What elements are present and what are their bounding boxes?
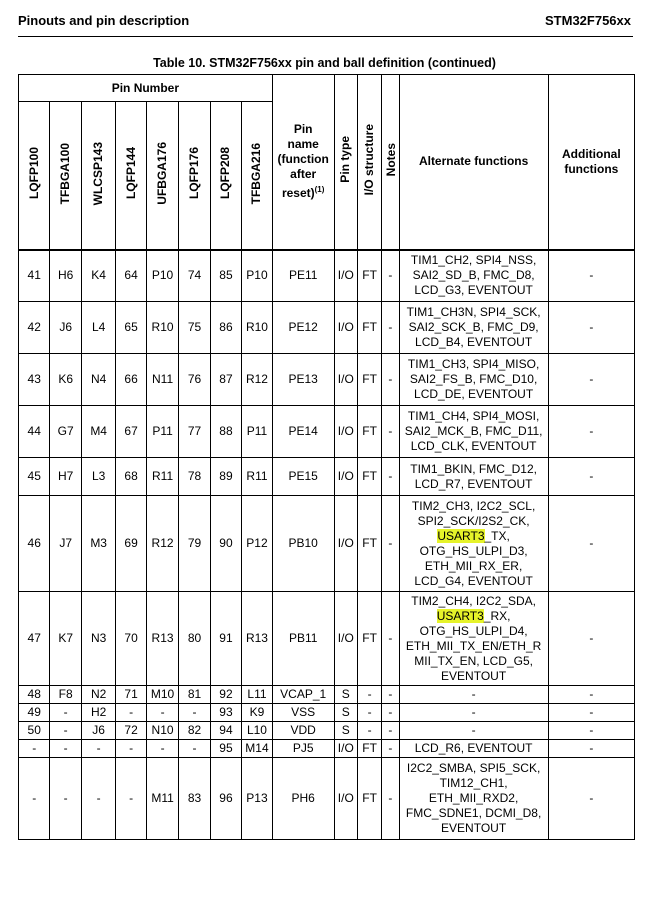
pin-type-cell: I/O [334,496,357,592]
pin-type-cell: I/O [334,740,357,758]
package-pin-cell: P11 [146,406,178,458]
table-row [19,704,635,722]
document-part-number: STM32F756xx [545,13,631,28]
package-pin-cell: 75 [179,302,210,354]
package-pin-cell: 78 [179,458,210,496]
notes-cell: - [382,354,399,406]
alternate-function-line: LCD_R7, EVENTOUT [414,476,533,491]
package-pin-cell: 44 [19,406,50,458]
io-structure-cell: FT [357,406,381,458]
pin-type-cell: S [334,704,357,722]
alternate-function-line: - [471,687,476,701]
pin-name-cell: PB11 [272,592,334,686]
package-pin-cell: H7 [50,458,81,496]
package-pin-cell: 95 [210,740,241,758]
package-pin-cell: K9 [242,704,273,722]
additional-functions-cell: - [548,740,634,758]
pin-type-cell: I/O [334,250,357,302]
package-pin-cell: 47 [19,592,50,686]
package-pin-cell: - [179,704,210,722]
alternate-function-line: LCD_G3, EVENTOUT [414,283,533,298]
package-pin-cell: J6 [50,302,81,354]
package-pin-cell: 69 [116,496,146,592]
pin-type-cell: I/O [334,302,357,354]
package-pin-cell: 43 [19,354,50,406]
notes-cell: - [382,406,399,458]
package-header-ufbga176: UFBGA176 [146,102,178,250]
alternate-function-line: TIM1_CH3, SPI4_MISO, [407,357,540,371]
package-pin-cell: 72 [116,722,146,740]
io-structure-cell: FT [357,354,381,406]
additional-functions-cell: - [548,354,634,406]
additional-functions-header: Additional functions [548,75,634,250]
alternate-function-line: TIM1_BKIN, FMC_D12, [410,461,537,476]
package-pin-cell: 64 [116,250,146,302]
alternate-functions-cell [399,758,548,840]
additional-functions-cell: - [548,302,634,354]
package-pin-cell: H6 [50,250,81,302]
package-pin-cell: P10 [146,250,178,302]
additional-functions-cell: - [548,406,634,458]
pin-name-cell: PE13 [272,354,334,406]
pin-type-cell: S [334,686,357,704]
pin-name-cell: PE12 [272,302,334,354]
pin-number-group-header: Pin Number [19,75,273,102]
package-pin-cell: - [50,740,81,758]
pin-type-header: Pin type [334,75,357,250]
alternate-function-line: SAI2_SD_B, FMC_D8, [412,268,535,283]
package-pin-cell: K4 [81,250,115,302]
package-pin-cell: L11 [242,686,273,704]
search-highlight: USART3 [437,528,485,543]
package-pin-cell: 49 [19,704,50,722]
pin-definition-table [18,74,635,840]
alternate-functions-cell [399,686,548,704]
package-pin-cell: 92 [210,686,241,704]
alternate-function-line: OTG_HS_ULPI_D4, [419,623,528,638]
alternate-function-line: SPI2_SCK/I2S2_CK, [417,513,530,528]
package-pin-cell: 82 [179,722,210,740]
notes-cell: - [382,686,399,704]
alternate-function-line: FMC_SDNE1, DCMI_D8, [405,806,542,820]
alternate-function-line: - [471,705,476,719]
pin-type-cell: I/O [334,758,357,840]
table-row [19,722,635,740]
notes-cell: - [382,722,399,740]
package-pin-cell: 45 [19,458,50,496]
package-header-wlcsp143: WLCSP143 [81,102,115,250]
package-pin-cell: R12 [242,354,273,406]
alternate-function-line: LCD_DE, EVENTOUT [414,387,534,401]
notes-cell: - [382,758,399,840]
alternate-functions-cell [399,592,548,686]
package-pin-cell: - [179,740,210,758]
io-structure-cell: FT [357,740,381,758]
package-header-lqfp144: LQFP144 [116,102,146,250]
table-row [19,592,635,686]
table-row [19,302,635,354]
package-pin-cell: H2 [81,704,115,722]
package-pin-cell: F8 [50,686,81,704]
package-pin-cell: R13 [146,592,178,686]
io-structure-cell: FT [357,250,381,302]
alternate-function-line: LCD_CLK, EVENTOUT [410,439,537,453]
package-header-tfbga100: TFBGA100 [50,102,81,250]
alternate-functions-cell [399,496,548,592]
alternate-function-line: I2C2_SMBA, SPI5_SCK, [406,761,541,775]
package-pin-cell: M11 [146,758,178,840]
io-structure-cell: FT [357,302,381,354]
package-pin-cell: 66 [116,354,146,406]
notes-cell: - [382,496,399,592]
package-pin-cell: - [146,740,178,758]
package-header-lqfp176: LQFP176 [179,102,210,250]
alternate-function-line: TIM12_CH1, [439,776,508,790]
package-pin-cell: 80 [179,592,210,686]
package-pin-cell: 48 [19,686,50,704]
pin-name-cell: PJ5 [272,740,334,758]
additional-functions-cell: - [548,686,634,704]
additional-functions-cell: - [548,722,634,740]
package-pin-cell: J6 [81,722,115,740]
additional-functions-cell: - [548,496,634,592]
notes-cell: - [382,592,399,686]
alternate-function-line: TIM1_CH3N, SPI4_SCK, [406,305,541,319]
io-structure-cell: FT [357,458,381,496]
alternate-function-line: EVENTOUT [441,668,507,683]
alternate-function-line: SAI2_FS_B, FMC_D10, [409,372,538,386]
package-pin-cell: 88 [210,406,241,458]
package-pin-cell: 70 [116,592,146,686]
package-pin-cell: M14 [242,740,273,758]
package-pin-cell: 91 [210,592,241,686]
package-pin-cell: 83 [179,758,210,840]
alternate-function-line: ETH_MII_RXD2, [428,791,519,805]
package-pin-cell: N10 [146,722,178,740]
pin-name-cell: PE14 [272,406,334,458]
additional-functions-cell: - [548,592,634,686]
table-row [19,740,635,758]
package-pin-cell: - [116,740,146,758]
package-pin-cell: 41 [19,250,50,302]
alternate-function-line: LCD_B4, EVENTOUT [415,335,533,349]
pin-name-cell: PB10 [272,496,334,592]
package-pin-cell: K6 [50,354,81,406]
table-caption: Table 10. STM32F756xx pin and ball definition (continued) [153,56,496,70]
alternate-function-line: TIM2_CH3, I2C2_SCL, [411,498,536,513]
package-pin-cell: P13 [242,758,273,840]
package-pin-cell: 71 [116,686,146,704]
table-row [19,250,635,302]
alternate-function-line: TIM1_CH4, SPI4_MOSI, [407,409,540,423]
io-structure-cell: - [357,704,381,722]
pin-name-cell: VSS [272,704,334,722]
package-pin-cell: 94 [210,722,241,740]
package-pin-cell: L3 [81,458,115,496]
search-highlight: USART3 [436,608,484,623]
package-pin-cell: - [19,758,50,840]
io-structure-cell: - [357,722,381,740]
package-pin-cell: L4 [81,302,115,354]
alternate-functions-cell [399,704,548,722]
package-pin-cell: 76 [179,354,210,406]
package-header-lqfp100: LQFP100 [19,102,50,250]
alternate-function-line: ETH_MII_TX_EN/ETH_R [405,638,542,653]
pin-name-cell: VDD [272,722,334,740]
alternate-functions-cell [399,458,548,496]
section-title: Pinouts and pin description [18,13,190,28]
package-header-lqfp208: LQFP208 [210,102,241,250]
package-pin-cell: - [50,758,81,840]
pin-name-cell: VCAP_1 [272,686,334,704]
package-pin-cell: 79 [179,496,210,592]
notes-cell: - [382,704,399,722]
pin-type-cell: I/O [334,354,357,406]
alternate-functions-cell [399,740,548,758]
package-pin-cell: M4 [81,406,115,458]
header-rule [18,36,633,37]
table-row [19,758,635,840]
alternate-functions-cell [399,302,548,354]
highlight-suffix: _TX, [484,528,510,543]
alternate-function-line [402,609,546,624]
package-pin-cell: N3 [81,592,115,686]
package-header-tfbga216: TFBGA216 [242,102,273,250]
package-pin-cell: R12 [146,496,178,592]
additional-functions-cell: - [548,704,634,722]
pin-type-cell: I/O [334,458,357,496]
package-pin-cell: 93 [210,704,241,722]
alternate-functions-cell [399,354,548,406]
io-structure-cell: FT [357,758,381,840]
pin-name-cell: PE15 [272,458,334,496]
table-row [19,458,635,496]
alternate-function-line: SAI2_MCK_B, FMC_D11, [404,424,543,438]
package-pin-cell: P11 [242,406,273,458]
alternate-function-line: EVENTOUT [441,821,507,835]
package-pin-cell: R10 [242,302,273,354]
alternate-function-line: LCD_R6, EVENTOUT [414,741,533,755]
alternate-function-line: - [471,723,476,737]
table-row [19,406,635,458]
notes-cell: - [382,302,399,354]
package-pin-cell: N11 [146,354,178,406]
package-pin-cell: L10 [242,722,273,740]
package-pin-cell: - [116,758,146,840]
alternate-function-line: OTG_HS_ULPI_D3, [419,543,528,558]
package-pin-cell: 81 [179,686,210,704]
additional-functions-cell: - [548,250,634,302]
package-pin-cell: - [81,758,115,840]
package-pin-cell: G7 [50,406,81,458]
package-pin-cell: 96 [210,758,241,840]
alternate-function-line: TIM1_CH2, SPI4_NSS, [410,253,537,268]
package-pin-cell: - [116,704,146,722]
package-pin-cell: - [50,722,81,740]
package-pin-cell: R10 [146,302,178,354]
alternate-function-line: LCD_G4, EVENTOUT [414,573,533,588]
pin-name-cell: PH6 [272,758,334,840]
package-pin-cell: N4 [81,354,115,406]
package-pin-cell: N2 [81,686,115,704]
package-pin-cell: M3 [81,496,115,592]
package-pin-cell: 65 [116,302,146,354]
notes-cell: - [382,250,399,302]
package-pin-cell: - [50,704,81,722]
alternate-function-line [402,529,546,544]
package-pin-cell: K7 [50,592,81,686]
additional-functions-cell: - [548,458,634,496]
package-pin-cell: 89 [210,458,241,496]
package-pin-cell: - [19,740,50,758]
package-pin-cell: 68 [116,458,146,496]
notes-header: Notes [382,75,399,250]
package-pin-cell: 74 [179,250,210,302]
package-pin-cell: P10 [242,250,273,302]
pin-name-cell: PE11 [272,250,334,302]
package-pin-cell: P12 [242,496,273,592]
package-pin-cell: 46 [19,496,50,592]
package-pin-cell: - [146,704,178,722]
additional-functions-cell: - [548,758,634,840]
alternate-function-line: ETH_MII_RX_ER, [424,558,523,573]
package-pin-cell: M10 [146,686,178,704]
table-row [19,354,635,406]
pin-name-header: Pin name (function after reset)$^{(1)}$ [272,75,334,250]
package-pin-cell: R13 [242,592,273,686]
alternate-function-line: TIM2_CH4, I2C2_SDA, [411,593,536,608]
package-pin-cell: 87 [210,354,241,406]
package-pin-cell: - [81,740,115,758]
package-pin-cell: 86 [210,302,241,354]
io-structure-cell: - [357,686,381,704]
package-pin-cell: R11 [242,458,273,496]
table-row [19,496,635,592]
package-pin-cell: 42 [19,302,50,354]
table-row [19,686,635,704]
alternate-functions-header: Alternate functions [399,75,548,250]
io-structure-cell: FT [357,592,381,686]
pin-type-cell: S [334,722,357,740]
alternate-functions-cell [399,722,548,740]
package-pin-cell: 67 [116,406,146,458]
io-structure-cell: FT [357,496,381,592]
notes-cell: - [382,740,399,758]
package-pin-cell: 77 [179,406,210,458]
notes-cell: - [382,458,399,496]
io-structure-header: I/O structure [357,75,381,250]
pin-type-cell: I/O [334,592,357,686]
package-pin-cell: 90 [210,496,241,592]
package-pin-cell: 85 [210,250,241,302]
alternate-function-line: MII_TX_EN, LCD_G5, [414,653,533,668]
highlight-suffix: _RX, [483,608,511,623]
alternate-function-line: SAI2_SCK_B, FMC_D9, [408,320,539,334]
alternate-functions-cell [399,406,548,458]
package-pin-cell: J7 [50,496,81,592]
alternate-functions-cell [399,250,548,302]
package-pin-cell: R11 [146,458,178,496]
package-pin-cell: 50 [19,722,50,740]
pin-type-cell: I/O [334,406,357,458]
